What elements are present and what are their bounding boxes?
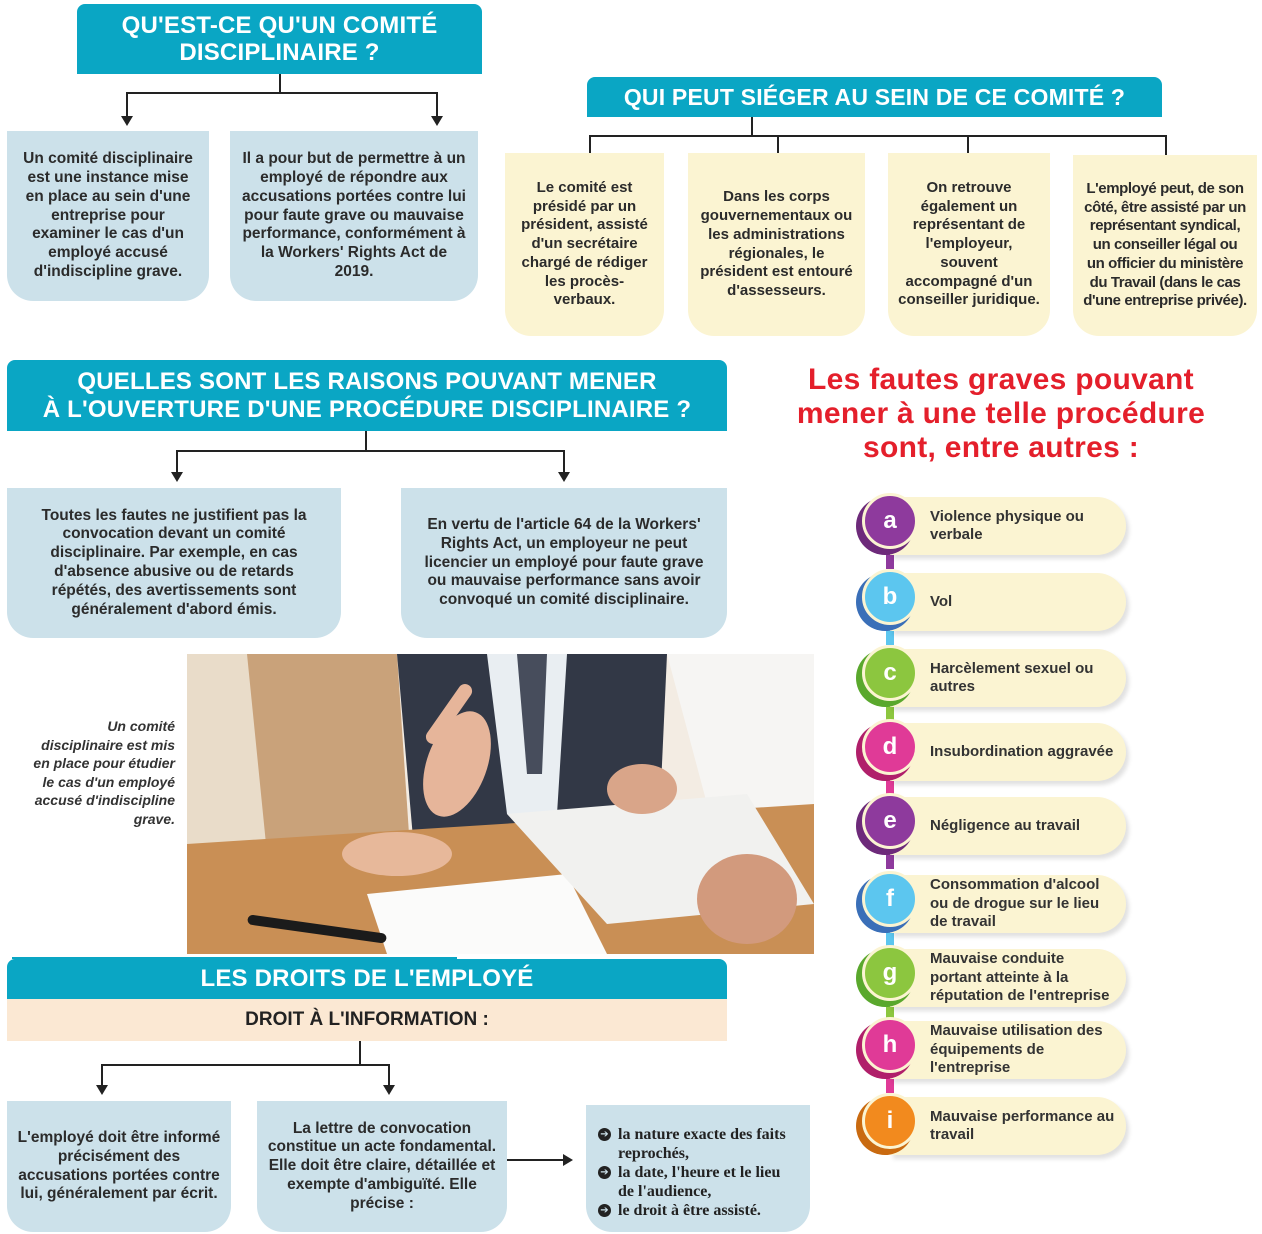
list-item: ➔ la nature exacte des faits reprochés,	[598, 1125, 800, 1163]
fault-label: Violence physique ou verbale	[890, 497, 1126, 555]
list-item: ➔ le droit à être assisté.	[598, 1201, 800, 1220]
connector	[563, 450, 565, 472]
connector	[279, 74, 281, 93]
connector	[176, 450, 565, 452]
fault-label: Vol	[890, 573, 1126, 631]
arrow-right-icon	[563, 1154, 573, 1166]
letter-details-list	[586, 1105, 810, 1232]
connector	[126, 92, 128, 116]
fault-item-g	[856, 945, 1131, 1011]
employer-rep-box: On retrouve également un représentant de l'employeur, souvent accompagné d'un conseiller juridique.	[888, 153, 1050, 336]
arrow-down-icon	[121, 116, 133, 126]
fault-item-h	[856, 1017, 1131, 1083]
arrow-down-icon	[171, 472, 183, 482]
fault-label: Harcèlement sexuel ou autres	[890, 649, 1126, 707]
letter-badge: i	[862, 1093, 918, 1149]
employee-assist-box: L'employé peut, de son côté, être assisté par un représentant syndical, un conseiller légal ou un officier du ministère du Travail (dans le cas d'une entreprise privée).	[1073, 155, 1257, 336]
reasons-banner	[7, 360, 727, 431]
letter-badge: a	[862, 493, 918, 549]
letter-badge: c	[862, 645, 918, 701]
fault-item-e	[856, 793, 1131, 859]
meeting-photo	[187, 654, 814, 954]
fault-item-a	[856, 493, 1131, 559]
fault-item-d	[856, 719, 1131, 785]
arrow-down-icon	[431, 116, 443, 126]
fault-label: Insubordination aggravée	[890, 723, 1126, 781]
connector	[126, 92, 438, 94]
arrow-down-icon	[558, 472, 570, 482]
right-to-information-heading: DROIT À L'INFORMATION :	[7, 999, 727, 1041]
fault-label: Mauvaise performance au travail	[890, 1097, 1126, 1155]
connector	[101, 1064, 103, 1085]
banner-title-line1: QUELLES SONT LES RAISONS POUVANT MENER	[77, 367, 657, 395]
purpose-box: Il a pour but de permettre à un employé de répondre aux accusations portées contre lui pour faute grave ou mauvaise performance, conformément à la Workers' Rights Act de 2019.	[230, 131, 478, 301]
arrow-down-icon	[96, 1085, 108, 1095]
letter-badge: f	[862, 871, 918, 927]
photo-caption: Un comité disciplinaire est mis en place pour étudier le cas d'un employé accusé d'indiscipline grave.	[33, 718, 175, 827]
banner-title-line2: À L'OUVERTURE D'UNE PROCÉDURE DISCIPLINAIRE ?	[42, 395, 692, 423]
arrow-circle-icon: ➔	[598, 1204, 611, 1217]
not-all-faults-box: Toutes les fautes ne justifient pas la convocation devant un comité disciplinaire. Par exemple, en cas d'absence abusive ou de retards répétés, des avertissements sont généralement d'abord émis.	[7, 488, 341, 638]
fault-item-c	[856, 645, 1131, 711]
arrow-circle-icon: ➔	[598, 1166, 611, 1179]
letter-badge: d	[862, 719, 918, 775]
fault-item-b	[856, 569, 1131, 635]
letter-badge: b	[862, 569, 918, 625]
connector	[101, 1064, 390, 1066]
serious-faults-title: Les fautes graves pouvant mener à une telle procédure sont, entre autres :	[796, 363, 1206, 464]
banner-title: QUI PEUT SIÉGER AU SEIN DE CE COMITÉ ?	[623, 83, 1126, 110]
arrow-circle-icon: ➔	[598, 1128, 611, 1141]
fault-label: Consommation d'alcool ou de drogue sur le lieu de travail	[890, 875, 1126, 933]
connector	[436, 92, 438, 116]
president-box: Le comité est présidé par un président, assisté d'un secrétaire chargé de rédiger les procès-verbaux.	[505, 153, 664, 336]
banner-title: LES DROITS DE L'EMPLOYÉ	[200, 965, 534, 992]
connector	[388, 1064, 390, 1085]
connector	[589, 135, 1167, 137]
convocation-letter-box: La lettre de convocation constitue un acte fondamental. Elle doit être claire, détaillée et exempte d'ambiguïté. Elle précise :	[257, 1101, 507, 1232]
connector	[176, 450, 178, 472]
letter-badge: h	[862, 1017, 918, 1073]
banner-title-line1: QU'EST-CE QU'UN COMITÉ	[121, 12, 438, 39]
connector	[507, 1159, 565, 1161]
definition-box: Un comité disciplinaire est une instance mise en place au sein d'une entreprise pour examiner le cas d'un employé accusé d'indiscipline grave.	[7, 131, 209, 301]
connector	[365, 431, 367, 451]
letter-badge: e	[862, 793, 918, 849]
connector	[359, 1041, 361, 1065]
fault-label: Mauvaise utilisation des équipements de l'entreprise	[890, 1021, 1126, 1079]
what-is-committee-banner	[77, 4, 482, 74]
fault-item-f	[856, 871, 1131, 937]
fault-item-i	[856, 1093, 1131, 1159]
list-item: ➔ la date, l'heure et le lieu de l'audience,	[598, 1163, 800, 1201]
article-64-box: En vertu de l'article 64 de la Workers' Rights Act, un employeur ne peut licencier un employé pour faute grave ou mauvaise performance sans avoir convoqué un comité disciplinaire.	[401, 488, 727, 638]
connector	[751, 117, 753, 136]
rights-banner	[7, 959, 727, 999]
who-sits-banner	[587, 77, 1162, 117]
government-box: Dans les corps gouvernementaux ou les administrations régionales, le président est entouré d'assesseurs.	[688, 153, 865, 336]
meeting-illustration	[187, 654, 814, 954]
fault-label: Mauvaise conduite portant atteinte à la réputation de l'entreprise	[890, 949, 1126, 1007]
informed-box: L'employé doit être informé précisément des accusations portées contre lui, généralement par écrit.	[7, 1101, 231, 1232]
arrow-down-icon	[383, 1085, 395, 1095]
letter-badge: g	[862, 945, 918, 1001]
banner-title-line2: DISCIPLINAIRE ?	[179, 39, 380, 66]
fault-label: Négligence au travail	[890, 797, 1126, 855]
